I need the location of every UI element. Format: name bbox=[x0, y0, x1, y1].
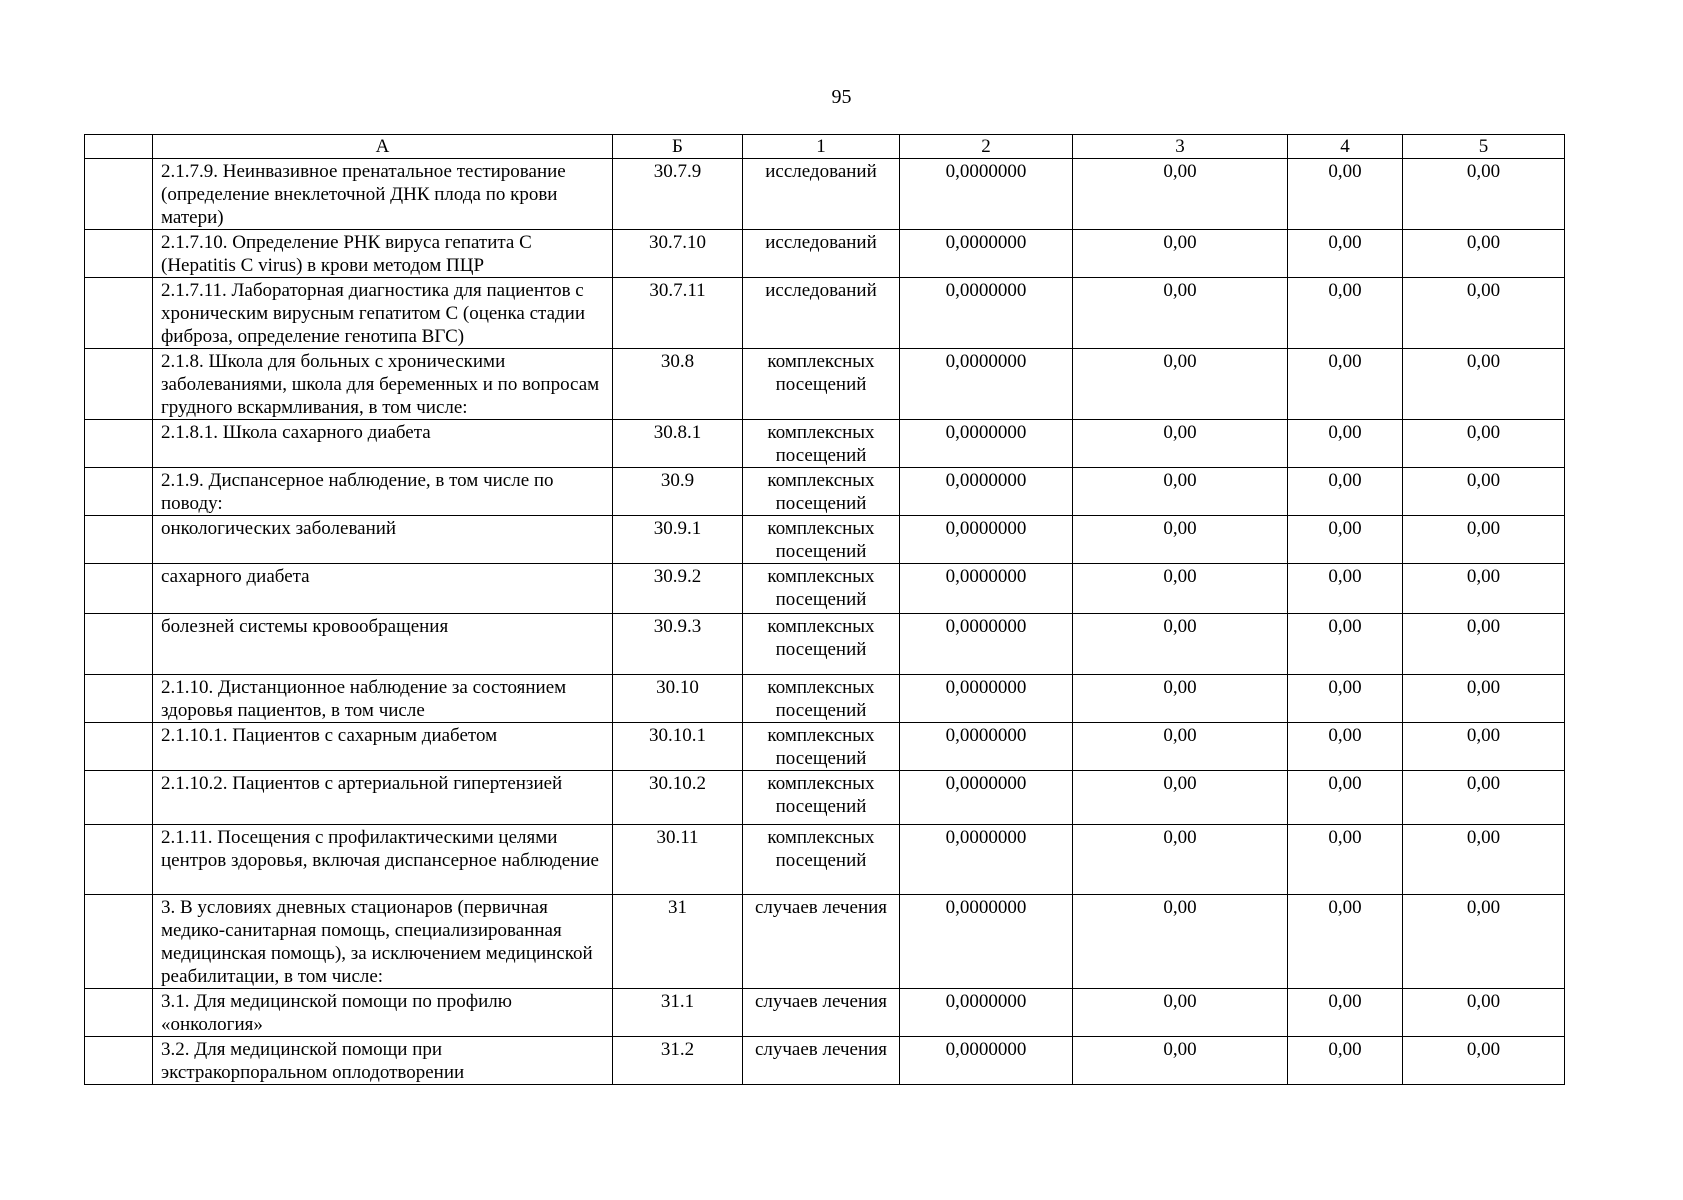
header-col-b: Б bbox=[613, 135, 743, 159]
row-col-3: 0,00 bbox=[1073, 420, 1288, 468]
row-col-3: 0,00 bbox=[1073, 895, 1288, 989]
row-blank-cell bbox=[85, 349, 153, 420]
row-unit: комплексных посещений bbox=[743, 420, 900, 468]
row-blank-cell bbox=[85, 771, 153, 825]
row-unit: комплексных посещений bbox=[743, 614, 900, 675]
table-row bbox=[85, 723, 1565, 771]
row-name: 2.1.8. Школа для больных с хроническими заболеваниями, школа для беременных и по вопросам грудного вскармливания, в том числе: bbox=[153, 349, 613, 420]
page-number: 95 bbox=[831, 86, 852, 108]
header-blank bbox=[85, 135, 153, 159]
row-col-3: 0,00 bbox=[1073, 564, 1288, 614]
row-col-5: 0,00 bbox=[1403, 420, 1565, 468]
row-name: 2.1.11. Посещения с профилактическими целями центров здоровья, включая диспансерное наблюдение bbox=[153, 825, 613, 895]
row-blank-cell bbox=[85, 989, 153, 1037]
row-col-4: 0,00 bbox=[1288, 564, 1403, 614]
table-row bbox=[85, 989, 1565, 1037]
table-row bbox=[85, 771, 1565, 825]
row-col-3: 0,00 bbox=[1073, 159, 1288, 230]
row-name: 3.1. Для медицинской помощи по профилю «онкология» bbox=[153, 989, 613, 1037]
row-code: 30.10.1 bbox=[613, 723, 743, 771]
row-unit: исследований bbox=[743, 278, 900, 349]
row-code: 30.7.9 bbox=[613, 159, 743, 230]
table-row bbox=[85, 516, 1565, 564]
row-col-4: 0,00 bbox=[1288, 230, 1403, 278]
row-col-2: 0,0000000 bbox=[900, 420, 1073, 468]
row-blank-cell bbox=[85, 895, 153, 989]
row-col-5: 0,00 bbox=[1403, 614, 1565, 675]
row-col-2: 0,0000000 bbox=[900, 230, 1073, 278]
row-unit: комплексных посещений bbox=[743, 825, 900, 895]
row-col-4: 0,00 bbox=[1288, 1037, 1403, 1085]
header-col-a: А bbox=[153, 135, 613, 159]
row-col-4: 0,00 bbox=[1288, 468, 1403, 516]
row-unit: комплексных посещений bbox=[743, 675, 900, 723]
row-col-2: 0,0000000 bbox=[900, 771, 1073, 825]
row-unit: случаев лечения bbox=[743, 1037, 900, 1085]
table-row bbox=[85, 825, 1565, 895]
row-blank-cell bbox=[85, 564, 153, 614]
table-row bbox=[85, 675, 1565, 723]
row-col-2: 0,0000000 bbox=[900, 614, 1073, 675]
row-blank-cell bbox=[85, 825, 153, 895]
row-code: 30.9 bbox=[613, 468, 743, 516]
row-col-5: 0,00 bbox=[1403, 989, 1565, 1037]
row-name: 2.1.9. Диспансерное наблюдение, в том числе по поводу: bbox=[153, 468, 613, 516]
row-name: 2.1.8.1. Школа сахарного диабета bbox=[153, 420, 613, 468]
row-blank-cell bbox=[85, 1037, 153, 1085]
row-name: онкологических заболеваний bbox=[153, 516, 613, 564]
row-code: 31 bbox=[613, 895, 743, 989]
row-col-5: 0,00 bbox=[1403, 159, 1565, 230]
row-col-5: 0,00 bbox=[1403, 564, 1565, 614]
row-blank-cell bbox=[85, 675, 153, 723]
row-col-3: 0,00 bbox=[1073, 230, 1288, 278]
row-code: 30.8.1 bbox=[613, 420, 743, 468]
row-blank-cell bbox=[85, 614, 153, 675]
row-col-4: 0,00 bbox=[1288, 825, 1403, 895]
row-name: болезней системы кровообращения bbox=[153, 614, 613, 675]
row-col-4: 0,00 bbox=[1288, 349, 1403, 420]
table-row bbox=[85, 468, 1565, 516]
table-row bbox=[85, 230, 1565, 278]
row-col-5: 0,00 bbox=[1403, 516, 1565, 564]
table-row bbox=[85, 420, 1565, 468]
row-col-2: 0,0000000 bbox=[900, 159, 1073, 230]
row-code: 30.7.11 bbox=[613, 278, 743, 349]
row-col-3: 0,00 bbox=[1073, 675, 1288, 723]
row-col-5: 0,00 bbox=[1403, 278, 1565, 349]
row-blank-cell bbox=[85, 723, 153, 771]
row-name: 2.1.10.2. Пациентов с артериальной гипертензией bbox=[153, 771, 613, 825]
row-blank-cell bbox=[85, 278, 153, 349]
row-name: 2.1.10. Дистанционное наблюдение за состоянием здоровья пациентов, в том числе bbox=[153, 675, 613, 723]
row-col-2: 0,0000000 bbox=[900, 675, 1073, 723]
row-code: 30.7.10 bbox=[613, 230, 743, 278]
row-col-3: 0,00 bbox=[1073, 516, 1288, 564]
row-blank-cell bbox=[85, 230, 153, 278]
row-unit: исследований bbox=[743, 159, 900, 230]
row-name: 2.1.7.11. Лабораторная диагностика для пациентов с хроническим вирусным гепатитом С (оценка стадии фиброза, определение генотипа ВГС) bbox=[153, 278, 613, 349]
data-table bbox=[84, 134, 1565, 1085]
row-col-4: 0,00 bbox=[1288, 895, 1403, 989]
header-col-1: 1 bbox=[743, 135, 900, 159]
row-col-2: 0,0000000 bbox=[900, 564, 1073, 614]
row-col-2: 0,0000000 bbox=[900, 989, 1073, 1037]
row-col-3: 0,00 bbox=[1073, 989, 1288, 1037]
row-unit: комплексных посещений bbox=[743, 468, 900, 516]
header-col-3: 3 bbox=[1073, 135, 1288, 159]
row-col-3: 0,00 bbox=[1073, 723, 1288, 771]
row-code: 30.9.3 bbox=[613, 614, 743, 675]
table-row bbox=[85, 159, 1565, 230]
row-col-5: 0,00 bbox=[1403, 468, 1565, 516]
row-code: 30.10.2 bbox=[613, 771, 743, 825]
row-unit: случаев лечения bbox=[743, 895, 900, 989]
row-unit: комплексных посещений bbox=[743, 723, 900, 771]
row-col-5: 0,00 bbox=[1403, 825, 1565, 895]
table-row bbox=[85, 1037, 1565, 1085]
row-code: 31.1 bbox=[613, 989, 743, 1037]
row-name: 2.1.10.1. Пациентов с сахарным диабетом bbox=[153, 723, 613, 771]
row-code: 30.9.1 bbox=[613, 516, 743, 564]
row-col-4: 0,00 bbox=[1288, 723, 1403, 771]
row-col-2: 0,0000000 bbox=[900, 349, 1073, 420]
row-code: 30.10 bbox=[613, 675, 743, 723]
table-row bbox=[85, 564, 1565, 614]
row-col-5: 0,00 bbox=[1403, 675, 1565, 723]
row-name: 3. В условиях дневных стационаров (первичная медико-санитарная помощь, специализированная медицинская помощь), за исключением медицинской реабилитации, в том числе: bbox=[153, 895, 613, 989]
row-col-4: 0,00 bbox=[1288, 675, 1403, 723]
row-col-2: 0,0000000 bbox=[900, 825, 1073, 895]
row-col-3: 0,00 bbox=[1073, 278, 1288, 349]
row-col-5: 0,00 bbox=[1403, 723, 1565, 771]
row-col-4: 0,00 bbox=[1288, 989, 1403, 1037]
table-row bbox=[85, 278, 1565, 349]
row-blank-cell bbox=[85, 420, 153, 468]
header-col-4: 4 bbox=[1288, 135, 1403, 159]
row-unit: комплексных посещений bbox=[743, 564, 900, 614]
row-unit: комплексных посещений bbox=[743, 771, 900, 825]
row-col-2: 0,0000000 bbox=[900, 278, 1073, 349]
row-col-5: 0,00 bbox=[1403, 771, 1565, 825]
row-unit: комплексных посещений bbox=[743, 516, 900, 564]
header-row bbox=[85, 135, 1565, 159]
row-col-3: 0,00 bbox=[1073, 468, 1288, 516]
row-unit: исследований bbox=[743, 230, 900, 278]
row-code: 30.9.2 bbox=[613, 564, 743, 614]
table-row bbox=[85, 349, 1565, 420]
row-col-4: 0,00 bbox=[1288, 159, 1403, 230]
row-col-5: 0,00 bbox=[1403, 895, 1565, 989]
table-body bbox=[85, 159, 1565, 1085]
row-col-3: 0,00 bbox=[1073, 614, 1288, 675]
row-name: 3.2. Для медицинской помощи при экстракорпоральном оплодотворении bbox=[153, 1037, 613, 1085]
row-blank-cell bbox=[85, 516, 153, 564]
row-name: 2.1.7.10. Определение РНК вируса гепатита С (Hepatitis С virus) в крови методом ПЦР bbox=[153, 230, 613, 278]
row-col-4: 0,00 bbox=[1288, 516, 1403, 564]
row-col-5: 0,00 bbox=[1403, 1037, 1565, 1085]
row-code: 30.8 bbox=[613, 349, 743, 420]
row-blank-cell bbox=[85, 159, 153, 230]
row-code: 30.11 bbox=[613, 825, 743, 895]
row-col-5: 0,00 bbox=[1403, 349, 1565, 420]
row-col-3: 0,00 bbox=[1073, 349, 1288, 420]
row-col-3: 0,00 bbox=[1073, 1037, 1288, 1085]
row-name: сахарного диабета bbox=[153, 564, 613, 614]
row-col-5: 0,00 bbox=[1403, 230, 1565, 278]
row-col-4: 0,00 bbox=[1288, 278, 1403, 349]
row-col-2: 0,0000000 bbox=[900, 468, 1073, 516]
table-row bbox=[85, 614, 1565, 675]
header-col-5: 5 bbox=[1403, 135, 1565, 159]
header-col-2: 2 bbox=[900, 135, 1073, 159]
row-col-2: 0,0000000 bbox=[900, 516, 1073, 564]
row-col-4: 0,00 bbox=[1288, 614, 1403, 675]
row-col-2: 0,0000000 bbox=[900, 723, 1073, 771]
row-name: 2.1.7.9. Неинвазивное пренатальное тестирование (определение внеклеточной ДНК плода по крови матери) bbox=[153, 159, 613, 230]
row-blank-cell bbox=[85, 468, 153, 516]
row-col-2: 0,0000000 bbox=[900, 1037, 1073, 1085]
row-col-3: 0,00 bbox=[1073, 825, 1288, 895]
row-col-4: 0,00 bbox=[1288, 420, 1403, 468]
row-unit: комплексных посещений bbox=[743, 349, 900, 420]
row-col-4: 0,00 bbox=[1288, 771, 1403, 825]
row-col-2: 0,0000000 bbox=[900, 895, 1073, 989]
row-col-3: 0,00 bbox=[1073, 771, 1288, 825]
row-unit: случаев лечения bbox=[743, 989, 900, 1037]
row-code: 31.2 bbox=[613, 1037, 743, 1085]
table-row bbox=[85, 895, 1565, 989]
